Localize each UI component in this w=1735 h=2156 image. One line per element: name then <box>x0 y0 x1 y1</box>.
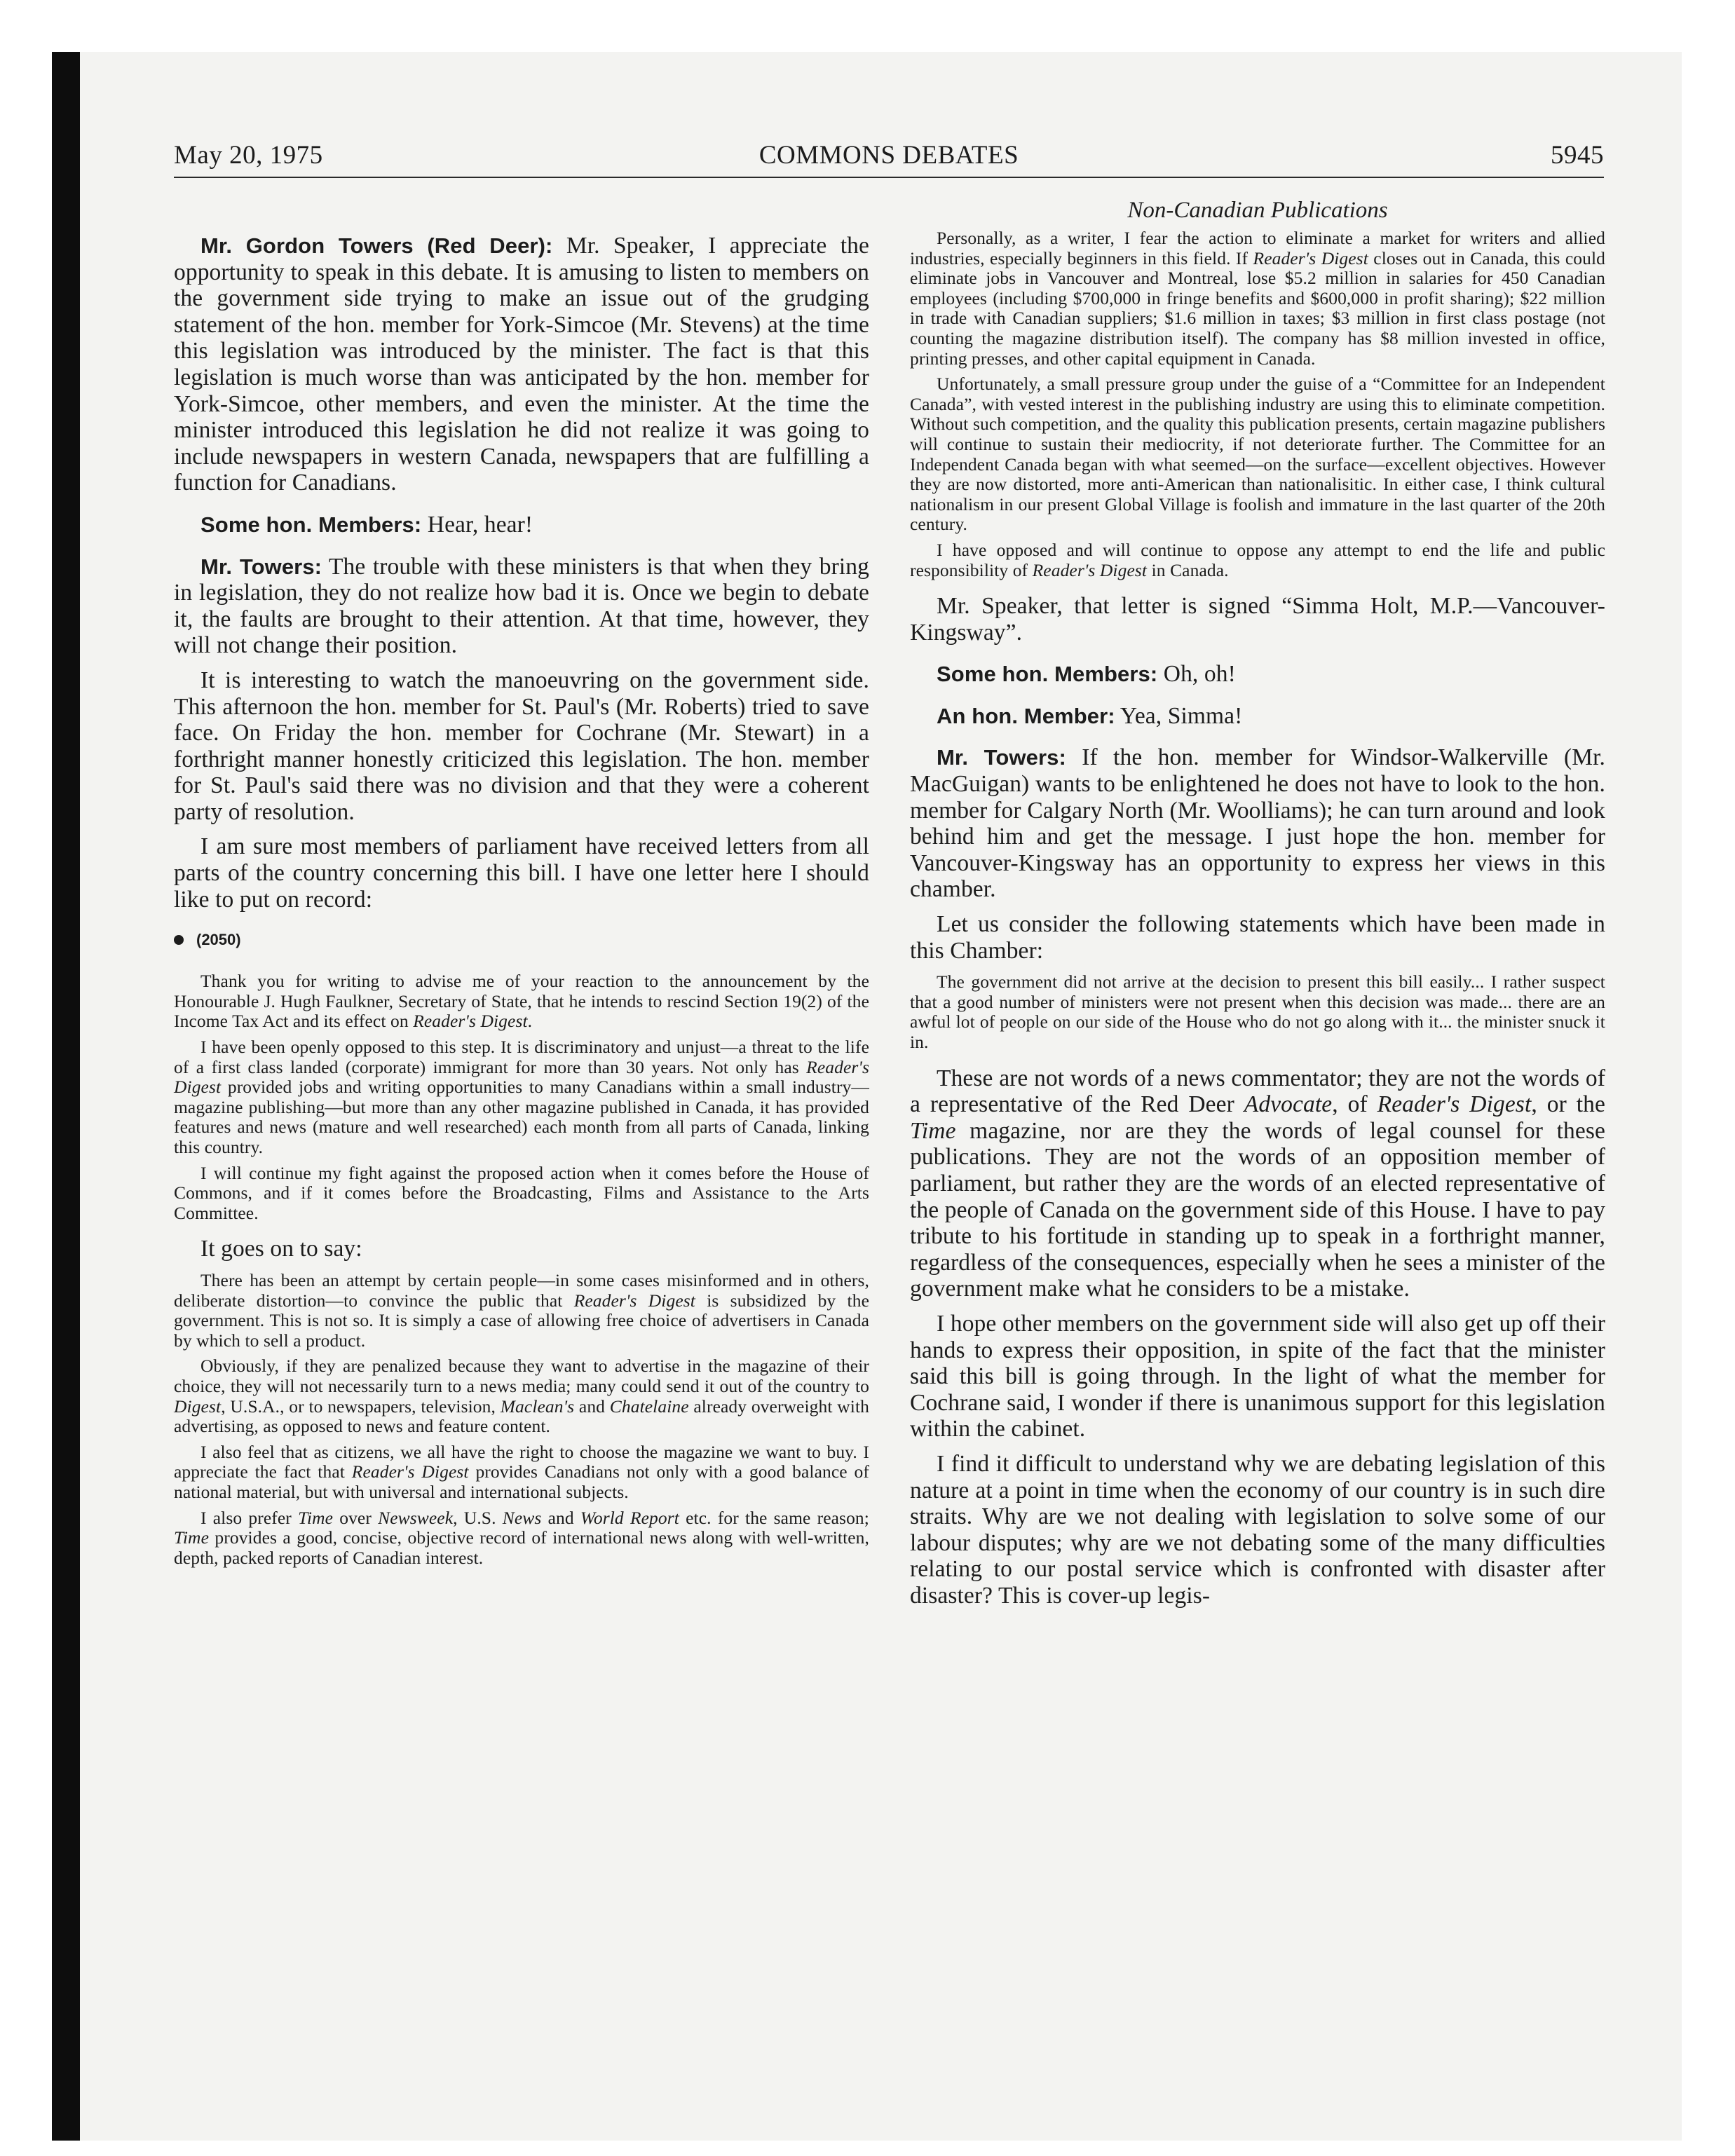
speaker-name: Some hon. Members: <box>200 512 422 537</box>
speaker-name: Mr. Gordon Towers (Red Deer): <box>200 233 553 258</box>
speech-paragraph <box>910 661 1605 688</box>
header-page-number: 5945 <box>1551 141 1604 170</box>
speech-text: The trouble with these ministers is that when they bring in legislation, they do not realize how bad it is. Once we begin to debate it, the faults are brought to their attention. At that time, however, they will not change their position. <box>174 553 869 659</box>
quoted-letter-paragraph: Thank you for writing to advise me of your reaction to the announcement by the Honourable J. Hugh Faulkner, Secretary of State, that he intends to rescind Section 19(2) of the Income Tax Act and its effect on Reader's Digest. <box>174 971 869 1032</box>
section-heading: Non-Canadian Publications <box>1127 198 1388 223</box>
speech-paragraph <box>910 744 1605 903</box>
bullet-icon <box>174 935 184 945</box>
quoted-letter-paragraph: There has been an attempt by certain people—in some cases misinformed and in others, deliberate distortion—to convince the public that Reader's Digest is subsidized by the government. This is not so. It is simply a case of allowing free choice of advertisers in Canada by which to sell a product. <box>174 1269 869 1351</box>
speaker-name: An hon. Member: <box>937 703 1115 728</box>
quoted-statement: The government did not arrive at the decision to present this bill easily... I rather suspect that a good number of ministers were not present when this decision was made... there are an awful lot of people on our side of the House who do not go along with it... the minister snuck it in. <box>910 971 1605 1052</box>
quoted-letter-paragraph: I have opposed and will continue to oppose any attempt to end the life and public responsibility of Reader's Digest in Canada. <box>910 539 1605 580</box>
speaker-name: Some hon. Members: <box>937 662 1158 687</box>
right-column <box>910 196 1605 1617</box>
speech-text: If the hon. member for Windsor-Walkerville (Mr. MacGuigan) wants to be enlightened he does not have to look to the hon. member for Calgary North (Mr. Woolliams); he can turn around and look behind him and get the message. I just hope the hon. member for Vancouver-Kingsway has an opportunity to express her views in this chamber. <box>910 744 1605 903</box>
timestamp <box>174 931 869 949</box>
quoted-letter-paragraph: Obviously, if they are penalized because they want to advertise in the magazine of their choice, they will not necessarily turn to a news media; many could send it out of the country to Digest, U.S.A., or to newspapers, television, Maclean's and Chatelaine already overweight with advertising, as opposed to news and feature content. <box>174 1356 869 1437</box>
quoted-letter-paragraph: I have been openly opposed to this step. It is discriminatory and unjust—a threat to the life of a first class landed (corporate) immigrant for more than 30 years. Not only has Reader's Digest provided jobs and writing opportunities to many Canadians within a small industry—magazine publishing—but more than any other magazine published in Canada, it has provided features and news (mature and well researched) each month from all parts of Canada, linking this country. <box>174 1037 869 1157</box>
timestamp-text: (2050) <box>196 931 241 949</box>
scan-binding-edge <box>52 52 80 2141</box>
speech-paragraph: I am sure most members of parliament have received letters from all parts of the country concerning this bill. I have one letter here I should like to put on record: <box>174 833 869 913</box>
speech-text: Yea, Simma! <box>1115 702 1243 729</box>
speech-paragraph <box>910 703 1605 730</box>
speech-paragraph: It goes on to say: <box>200 1236 362 1262</box>
speech-paragraph: I hope other members on the government side will also get up off their hands to express their opposition, in spite of the fact that the minister said this bill is going through. In the light of what the member for Cochrane said, I wonder if there is unanimous support for this legislation within the cabinet. <box>910 1310 1605 1442</box>
speech-paragraph <box>174 554 869 659</box>
speech-paragraph: Let us consider the following statements which have been made in this Chamber: <box>910 911 1605 964</box>
speech-paragraph: These are not words of a news commentator; they are not the words of a representative of the Red Deer Advocate, of Reader's Digest, or the Time magazine, nor are they the words of legal counsel for these publications. They are not the words of an opposition member of parliament, but rather they are the words of an elected representative of the people of Canada on the government side of this House. I have to pay tribute to his fortitude in standing up to speak in a forthright manner, regardless of the consequences, especially when he sees a minister of the government make what he considers to be a mistake. <box>910 1065 1605 1302</box>
header-date: May 20, 1975 <box>174 141 323 170</box>
quoted-letter-paragraph: I will continue my fight against the proposed action when it comes before the House of Commons, and if it comes before the Broadcasting, Films and Assistance to the Arts Committee. <box>174 1162 869 1223</box>
speech-paragraph: It is interesting to watch the manoeuvring on the government side. This afternoon the hon. member for St. Paul's (Mr. Roberts) tried to save face. On Friday the hon. member for Cochrane (Mr. Stewart) in a forthright manner honestly criticized this legislation. The hon. member for St. Paul's said there was no division and that they were a coherent party of resolution. <box>174 667 869 825</box>
speech-text: Oh, oh! <box>1157 661 1236 688</box>
speech-paragraph <box>174 233 869 496</box>
page-header <box>174 140 1604 178</box>
header-title: COMMONS DEBATES <box>758 141 1019 170</box>
speech-paragraph <box>174 512 869 538</box>
speech-paragraph: Mr. Speaker, that letter is signed “Simma Holt, M.P.—Vancouver-Kingsway”. <box>910 593 1605 646</box>
speech-text: Hear, hear! <box>421 511 533 538</box>
quoted-letter-paragraph: Unfortunately, a small pressure group under the guise of a “Committee for an Independent Canada”, with vested interest in the publishing industry are using this to eliminate competition. Without such competition, and the quality this publication presents, certain magazine publishers will continue to sustain their mediocrity, if not deteriorate further. The Committee for an Independent Canada began with what seemed—on the surface—excellent objectives. However they are now distorted, more anti-American than nationalisitic. In either case, I think cultural nationalism in our present Global Village is foolish and immature in the last quarter of the 20th century. <box>910 374 1605 535</box>
quoted-letter-paragraph: Personally, as a writer, I fear the action to eliminate a market for writers and allied industries, especially beginners in this field. If Reader's Digest closes out in Canada, this could eliminate jobs in Vancouver and Montreal, lose $5.2 million in salaries for 450 Canadian employees (including $700,000 in fringe benefits and $600,000 in profit sharing); $22 million in trade with Canadian suppliers; $1.6 million in taxes; $3 million in first class postage (not counting the magazine distribution itself). The company has $8 million invested in office, printing presses, and other capital equipment in Canada. <box>910 228 1606 369</box>
speaker-name: Mr. Towers: <box>937 745 1066 770</box>
speaker-name: Mr. Towers: <box>200 554 322 579</box>
left-column <box>174 196 869 1574</box>
speech-text: Mr. Speaker, I appreciate the opportunity to speak in this debate. It is amusing to listen to members on the government side trying to make an issue out of the grudging statement of the hon. member for York-Simcoe (Mr. Stevens) at the time this legislation was introduced by the minister. The fact is that this legislation is much worse than was anticipated by the hon. member for York-Simcoe, other members, and even the minister. At the time the minister introduced this legislation he did not realize it was going to include newspapers in western Canada, newspapers that are fulfilling a function for Canadians. <box>174 233 869 496</box>
speech-paragraph: I find it difficult to understand why we are debating legislation of this nature at a point in time when the economy of our country is in such dire straits. Why are we not dealing with legislation to solve some of our labour disputes; why are we not debating some of the many difficulties relating to our postal service which is confronted with disaster after disaster? This is cover-up legis- <box>910 1450 1605 1609</box>
quoted-letter-paragraph: I also prefer Time over Newsweek, U.S. News and World Report etc. for the same reason; Time provides a good, concise, objective record of international news along with well-written, depth, packed reports of Canadian interest. <box>174 1507 869 1568</box>
quoted-letter-paragraph: I also feel that as citizens, we all have the right to choose the magazine we want to buy. I appreciate the fact that Reader's Digest provides Canadians not only with a good balance of national material, but with universal and international subjects. <box>174 1441 869 1502</box>
